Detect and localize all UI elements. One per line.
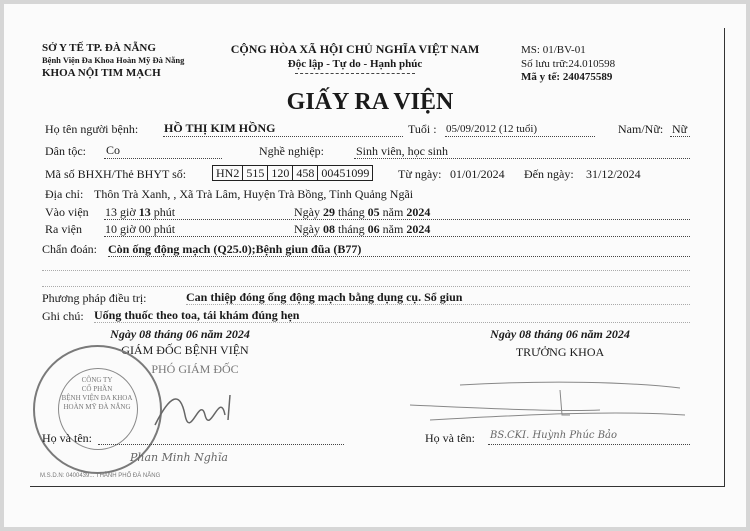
- right-sign-date: Ngày 08 tháng 06 năm 2024: [490, 327, 630, 341]
- insurance-part: 515: [242, 165, 268, 181]
- job-dots: [354, 158, 690, 159]
- ethnicity: Co: [106, 143, 121, 157]
- month-label: tháng: [338, 205, 365, 219]
- insurance-part: 00451099: [317, 165, 373, 181]
- director-signature: [150, 385, 240, 435]
- admission-date: [294, 205, 430, 219]
- insurance-label: Mã số BHXH/Thẻ BHYT số:: [45, 167, 187, 181]
- sex-dots: [670, 136, 690, 137]
- month-label: tháng: [338, 222, 365, 236]
- job-label: Nghề nghiệp:: [259, 144, 324, 158]
- document-title: GIẤY RA VIỆN: [286, 89, 454, 115]
- stamp-ring-text: M.S.D.N: 0400439... THÀNH PHỐ ĐÀ NẴNG: [40, 473, 161, 479]
- deputy-director-title: PHÓ GIÁM ĐỐC: [151, 362, 239, 376]
- diagnosis: Còn ống động mạch (Q25.0);Bệnh giun đũa (B77): [108, 242, 362, 256]
- head-title: TRƯỞNG KHOA: [515, 345, 605, 359]
- head-signature: [400, 380, 690, 426]
- note: Uống thuốc theo toa, tái khám đúng hẹn: [94, 308, 300, 322]
- year: 2024: [406, 222, 431, 236]
- day-label: Ngày: [294, 205, 320, 219]
- right-name-dots: [488, 444, 690, 445]
- patient-name: HỒ THỊ KIM HỒNG: [164, 121, 276, 135]
- form-code: MS: 01/BV-01: [521, 44, 586, 56]
- dept-name: SỞ Y TẾ TP. ĐÀ NẴNG: [42, 42, 156, 54]
- stamp-text: [62, 376, 133, 412]
- left-name-label: Họ và tên:: [42, 431, 92, 445]
- archive-number: Số lưu trữ:24.010598: [521, 58, 616, 70]
- admission-time: [105, 205, 175, 219]
- note-label: Ghi chú:: [42, 309, 84, 323]
- patient-age: 05/09/2012 (12 tuổi): [446, 123, 538, 135]
- hour: 10: [105, 222, 117, 236]
- month: 05: [367, 205, 380, 219]
- motto-divider: [295, 73, 415, 74]
- ethnicity-label: Dân tộc:: [45, 144, 86, 158]
- diagnosis-dots: [108, 256, 690, 257]
- discharge-dots: [104, 236, 690, 237]
- sex-label: Nam/Nữ:: [618, 122, 664, 136]
- name-dots: [163, 136, 403, 137]
- name-label: Họ tên người bệnh:: [45, 122, 139, 136]
- discharge-time: [105, 222, 175, 236]
- blank-line: [42, 270, 690, 271]
- day-label: Ngày: [294, 222, 320, 236]
- hour-unit: giờ: [120, 222, 136, 236]
- motto: Độc lập - Tự do - Hạnh phúc: [287, 58, 423, 70]
- day: 29: [323, 205, 335, 219]
- diagnosis-label: Chẩn đoán:: [42, 242, 97, 256]
- director-name: Phan Minh Nghĩa: [130, 451, 228, 464]
- left-name-dots: [98, 444, 344, 445]
- patient-sex: Nữ: [672, 122, 688, 136]
- day: 08: [323, 222, 335, 236]
- hour-unit: giờ: [120, 205, 136, 219]
- discharge-date: [294, 222, 430, 236]
- medical-id: Mã y tế: 240475589: [521, 71, 613, 83]
- address-label: Địa chỉ:: [45, 187, 84, 201]
- minute: 13: [138, 205, 151, 219]
- year: 2024: [406, 205, 431, 219]
- minute-unit: phút: [153, 222, 176, 236]
- note-dots: [94, 322, 690, 323]
- admission-dots: [104, 219, 690, 220]
- address: Thôn Trà Xanh, , Xã Trà Lâm, Huyện Trà Bồng, Tỉnh Quảng Ngãi: [94, 187, 414, 201]
- age-dots: [445, 136, 595, 137]
- hospital-name: Bệnh Viện Đa Khoa Hoàn Mỹ Đà Nẵng: [42, 55, 185, 65]
- left-sign-date: Ngày 08 tháng 06 năm 2024: [110, 327, 250, 341]
- treatment-dots: [186, 304, 690, 305]
- valid-from-label: Từ ngày:: [398, 167, 442, 181]
- ethnicity-dots: [104, 158, 222, 159]
- nation-title: CỘNG HÒA XÃ HỘI CHỦ NGHĨA VIỆT NAM: [230, 42, 480, 56]
- minute: 00: [138, 222, 151, 236]
- hour: 13: [105, 205, 117, 219]
- age-label: Tuổi :: [408, 122, 437, 136]
- director-title: GIÁM ĐỐC BỆNH VIỆN: [121, 343, 249, 357]
- month: 06: [367, 222, 380, 236]
- stamp-line: CỔ PHẦN: [81, 385, 113, 393]
- stamp-line: CÔNG TY: [81, 376, 113, 384]
- insurance-part: 120: [267, 165, 293, 181]
- minute-unit: phút: [153, 205, 176, 219]
- discharge-label: Ra viện: [45, 222, 82, 236]
- valid-to: 31/12/2024: [586, 167, 641, 181]
- head-name: BS.CKI. Huỳnh Phúc Bảo: [490, 430, 618, 441]
- job: Sinh viên, học sinh: [356, 144, 448, 158]
- admission-label: Vào viện: [45, 205, 89, 219]
- stamp-line: BỆNH VIỆN ĐA KHOA: [61, 394, 133, 402]
- blank-line: [42, 286, 690, 287]
- right-name-label: Họ và tên:: [425, 431, 475, 445]
- insurance-number: [212, 165, 372, 181]
- year-label: năm: [382, 205, 404, 219]
- year-label: năm: [382, 222, 404, 236]
- insurance-part: 458: [292, 165, 318, 181]
- treatment-label: Phương pháp điều trị:: [42, 291, 147, 305]
- insurance-part: HN2: [212, 165, 243, 181]
- valid-from: 01/01/2024: [450, 167, 505, 181]
- ward-name: KHOA NỘI TIM MẠCH: [42, 67, 161, 79]
- valid-to-label: Đến ngày:: [524, 167, 574, 181]
- document-frame-bottom: [30, 486, 725, 487]
- stamp-line: HOÀN MỸ ĐÀ NẴNG: [63, 403, 131, 411]
- treatment: Can thiệp đóng ống động mạch bằng dụng cụ. Sổ giun: [186, 290, 463, 304]
